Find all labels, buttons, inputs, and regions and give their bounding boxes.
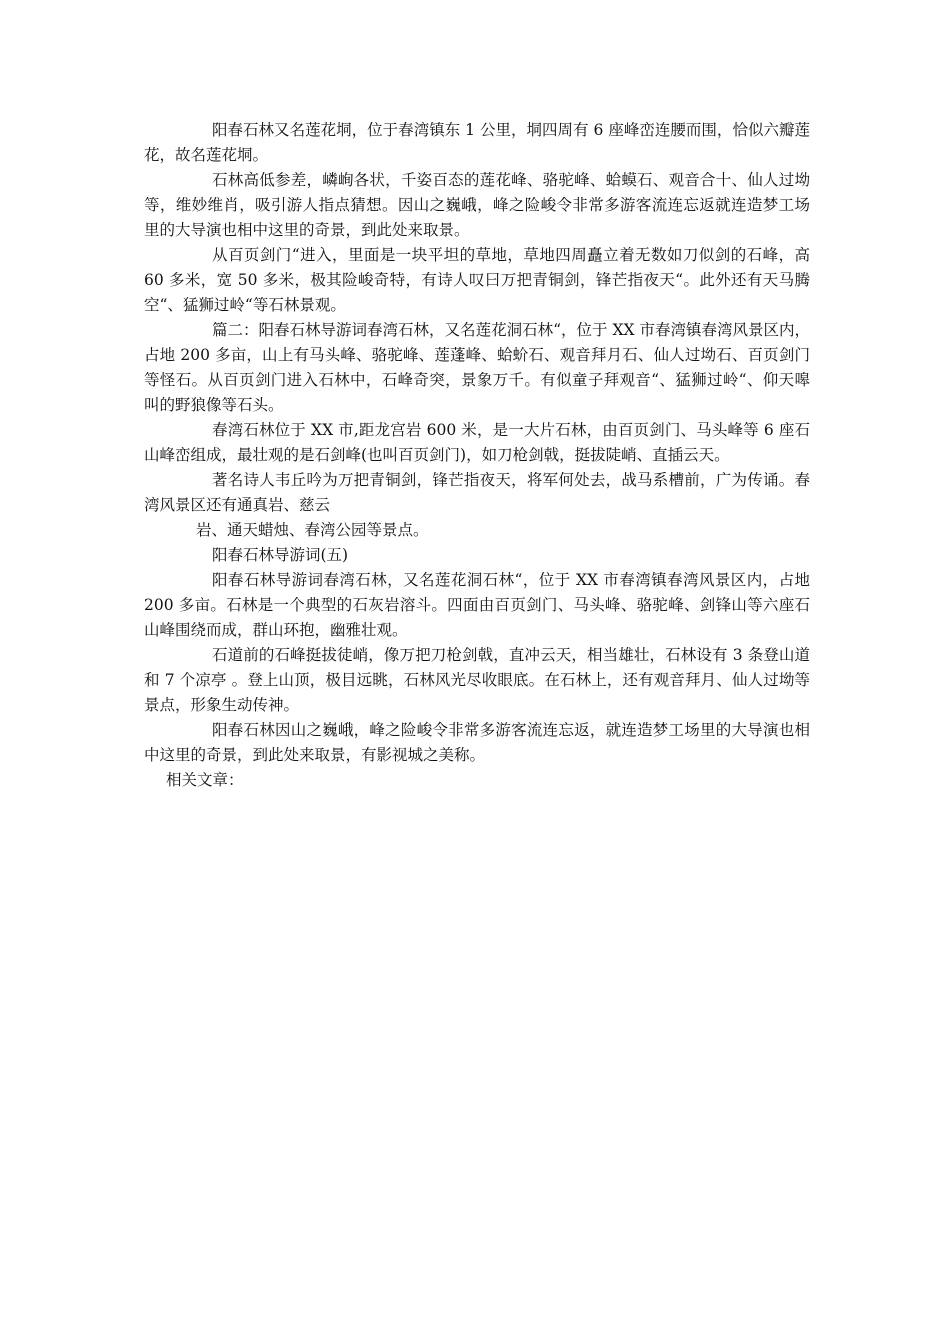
paragraph-karst-description: 阳春石林导游词春湾石林，又名莲花洞石林“，位于 XX 市春湾镇春湾风景区内，占地 200 多亩。石林是一个典型的石灰岩溶斗。四面由百页剑门、马头峰、骆驼峰、剑锋山等六座石山峰围绕而成，群山环抱，幽雅壮观。: [144, 571, 810, 639]
related-articles-label: 相关文章：: [166, 771, 244, 789]
document-body: [144, 118, 810, 793]
section-heading: 阳春石林导游词(五): [212, 546, 349, 564]
paragraph-stone-forest-shapes: 石林高低参差，嶙峋各状，千姿百态的莲花峰、骆驼峰、蛤蟆石、观音合十、仙人过坳等，维妙维肖，吸引游人指点猜想。因山之巍峨，峰之险峻令非常多游客流连忘返就连造梦工场里的大导演也相中这里的奇景，到此处来取景。: [144, 171, 810, 239]
paragraph-baiye-jianmen: 从百页剑门“进入，里面是一块平坦的草地，草地四周矗立着无数如刀似剑的石峰，高 60 多米，宽 50 多米，极其险峻奇特，有诗人叹曰万把青铜剑，锋芒指夜天“。此外还有天马腾空“、猛狮过岭“等石林景观。: [144, 246, 810, 314]
paragraph-chunwan-location: 春湾石林位于 XX 市,距龙宫岩 600 米，是一大片石林，由百页剑门、马头峰等 6 座石山峰峦组成，最壮观的是石剑峰(也叫百页剑门)，如刀枪剑戟，挺拔陡峭、直插云天。: [144, 421, 810, 464]
paragraph-part-two: 篇二：阳春石林导游词春湾石林，又名莲花洞石林“，位于 XX 市春湾镇春湾风景区内，占地 200 多亩，山上有马头峰、骆驼峰、莲蓬峰、蛤蚧石、观音拜月石、仙人过坳石、百页剑门等怪石。从百页剑门进入石林中，石峰奇突，景象万千。有似童子拜观音“、猛狮过岭“、仰天嗥叫的野狼像等石头。: [144, 321, 810, 414]
paragraph-film-city: 阳春石林因山之巍峨，峰之险峻令非常多游客流连忘返，就连造梦工场里的大导演也相中这里的奇景，到此处来取景，有影视城之美称。: [144, 721, 810, 764]
paragraph-poet-weiqiu: 著名诗人韦丘吟为万把青铜剑，锋芒指夜天，将军何处去，战马系槽前，广为传诵。春湾风景区还有通真岩、慈云: [144, 471, 810, 514]
paragraph-stone-path: 石道前的石峰挺拔徒峭，像万把刀枪剑戟，直冲云天，相当雄壮，石林设有 3 条登山道和 7 个凉亭 。登上山顶，极目远眺，石林风光尽收眼底。在石林上，还有观音拜月、仙人过坳等景点，形象生动传神。: [144, 646, 810, 714]
paragraph-lotus-dong-intro: 阳春石林又名莲花垌，位于春湾镇东 1 公里，垌四周有 6 座峰峦连腰而围，恰似六瓣莲花，故名莲花垌。: [144, 121, 810, 164]
paragraph-scenic-spots: 岩、通天蜡烛、春湾公园等景点。: [196, 521, 429, 539]
